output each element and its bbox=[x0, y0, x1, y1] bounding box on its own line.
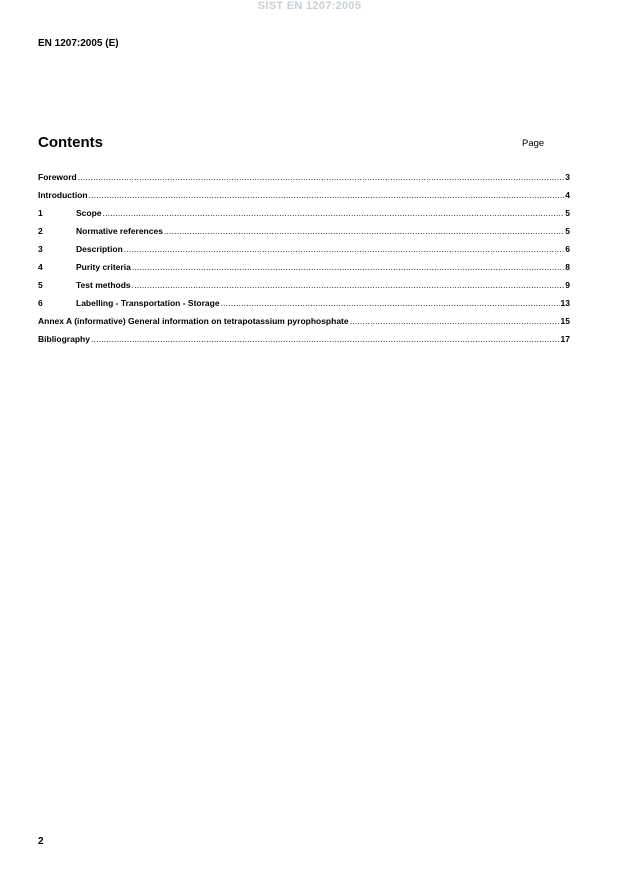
toc-leader-dots bbox=[124, 244, 565, 254]
toc-leader-dots bbox=[221, 298, 560, 308]
toc-entry-page: 4 bbox=[565, 190, 570, 200]
toc-entry-test-methods[interactable] bbox=[38, 280, 570, 298]
toc-entry-number: 5 bbox=[38, 280, 43, 290]
toc-leader-dots bbox=[132, 262, 564, 272]
toc-entry-title: Annex A (informative) General information on tetrapotassium pyrophosphate bbox=[38, 316, 349, 326]
toc-entry-page: 15 bbox=[560, 316, 570, 326]
toc-entry-title: Normative references bbox=[76, 226, 163, 236]
toc-entry-annex-a[interactable] bbox=[38, 316, 570, 334]
toc-entry-number: 3 bbox=[38, 244, 43, 254]
toc-entry-number: 2 bbox=[38, 226, 43, 236]
toc-entry-title: Test methods bbox=[76, 280, 131, 290]
toc-entry-page: 5 bbox=[565, 226, 570, 236]
toc-entry-number: 6 bbox=[38, 298, 43, 308]
toc-entry-labelling[interactable] bbox=[38, 298, 570, 316]
toc-entry-page: 17 bbox=[560, 334, 570, 344]
toc-entry-title: Description bbox=[76, 244, 123, 254]
watermark-text: SIST EN 1207:2005 bbox=[257, 0, 362, 12]
toc-entry-number: 4 bbox=[38, 262, 43, 272]
toc-entry-page: 3 bbox=[565, 172, 570, 182]
page-column-label: Page bbox=[522, 138, 545, 149]
toc-entry-introduction[interactable] bbox=[38, 190, 570, 208]
toc-entry-title: Purity criteria bbox=[76, 262, 131, 272]
toc-entry-title: Foreword bbox=[38, 172, 77, 182]
toc-entry-purity-criteria[interactable] bbox=[38, 262, 570, 280]
toc-entry-page: 13 bbox=[560, 298, 570, 308]
contents-heading: Contents bbox=[38, 134, 103, 151]
toc-entry-title: Scope bbox=[76, 208, 102, 218]
toc-leader-dots bbox=[78, 172, 565, 182]
toc-entry-title: Bibliography bbox=[38, 334, 90, 344]
document-id: EN 1207:2005 (E) bbox=[38, 38, 119, 49]
toc-entry-page: 6 bbox=[565, 244, 570, 254]
toc-leader-dots bbox=[89, 190, 565, 200]
toc-entry-bibliography[interactable] bbox=[38, 334, 570, 352]
table-of-contents bbox=[38, 172, 570, 352]
toc-entry-scope[interactable] bbox=[38, 208, 570, 226]
toc-entry-title: Introduction bbox=[38, 190, 88, 200]
toc-entry-page: 9 bbox=[565, 280, 570, 290]
toc-entry-foreword[interactable] bbox=[38, 172, 570, 190]
toc-leader-dots bbox=[91, 334, 560, 344]
toc-entry-page: 5 bbox=[565, 208, 570, 218]
toc-leader-dots bbox=[132, 280, 565, 290]
toc-leader-dots bbox=[103, 208, 565, 218]
toc-entry-number: 1 bbox=[38, 208, 43, 218]
page-number: 2 bbox=[38, 836, 44, 847]
toc-entry-page: 8 bbox=[565, 262, 570, 272]
toc-leader-dots bbox=[164, 226, 564, 236]
toc-entry-normative-references[interactable] bbox=[38, 226, 570, 244]
toc-leader-dots bbox=[350, 316, 560, 326]
toc-entry-description[interactable] bbox=[38, 244, 570, 262]
toc-entry-title: Labelling - Transportation - Storage bbox=[76, 298, 220, 308]
